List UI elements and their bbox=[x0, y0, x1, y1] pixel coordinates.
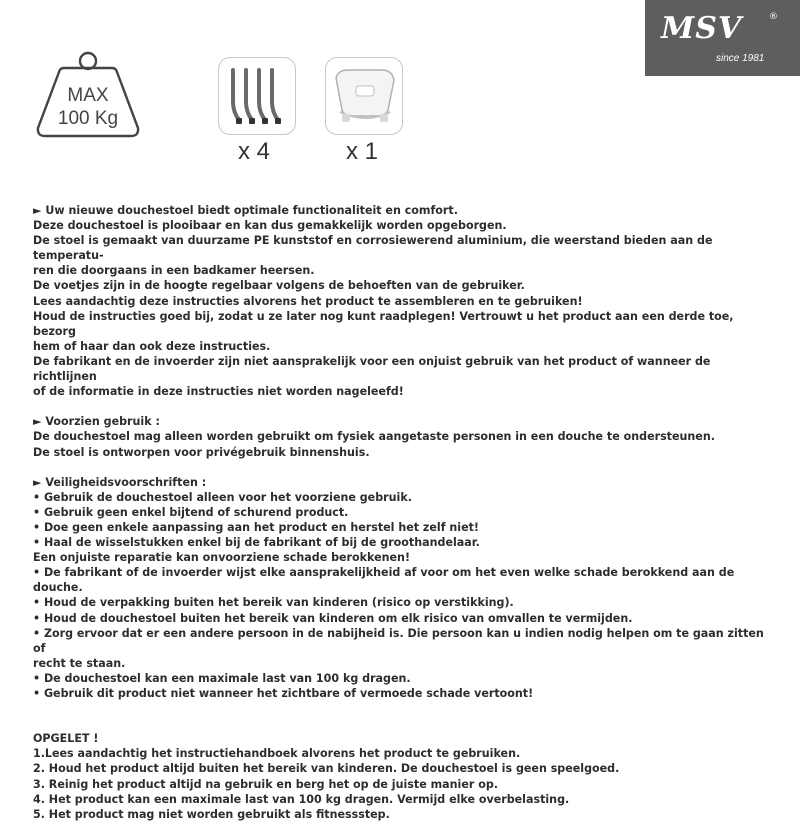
section-heading: ► Voorzien gebruik : bbox=[33, 415, 160, 429]
intended-use-section bbox=[33, 414, 768, 459]
list-item: • Houd de verpakking buiten het bereik van kinderen (risico op verstikking). bbox=[33, 596, 514, 610]
text-line: ► Uw nieuwe douchestoel biedt optimale functionaliteit en comfort. bbox=[33, 204, 458, 217]
max-label: MAX bbox=[67, 85, 109, 106]
warning-section bbox=[33, 731, 768, 822]
logo-brand: MSV bbox=[661, 11, 743, 46]
text-line: of de informatie in deze instructies niet worden nageleefd! bbox=[33, 385, 404, 399]
list-item: • De fabrikant of de invoerder wijst elke aansprakelijkheid af voor om het even welke schade berokkend aan de bbox=[33, 566, 735, 580]
list-item: • Zorg ervoor dat er een andere persoon in de nabijheid is. Die persoon kan u indien nodig helpen om te gaan zitten of bbox=[33, 626, 764, 655]
max-weight-value: 100 Kg bbox=[57, 108, 119, 129]
text-line: De fabrikant en de invoerder zijn niet aansprakelijk voor een onjuist gebruik van het product of wanneer de richtlijnen bbox=[33, 354, 711, 384]
list-item: 1.Lees aandachtig het instructiehandboek alvorens het product te gebruiken. bbox=[33, 747, 521, 761]
msv-logo bbox=[645, 0, 800, 76]
text-line: De voetjes zijn in de hoogte regelbaar volgens de behoeften van de gebruiker. bbox=[33, 279, 525, 293]
text-line: ren die doorgaans in een badkamer heersen. bbox=[33, 264, 315, 278]
part-seat bbox=[325, 57, 403, 135]
list-item: • Gebruik geen enkel bijtend of schurend product. bbox=[33, 505, 349, 519]
list-item: • De douchestoel kan een maximale last van 100 kg dragen. bbox=[33, 671, 411, 685]
text-line: De douchestoel mag alleen worden gebruikt om fysiek aangetaste personen in een douche te ondersteunen. bbox=[33, 430, 715, 444]
text-line: Houd de instructies goed bij, zodat u ze later nog kunt raadplegen! Vertrouwt u het product aan een derde toe, bezorg bbox=[33, 309, 734, 338]
list-item: 3. Reinig het product altijd na gebruik en berg het op de juiste manier op. bbox=[33, 777, 498, 791]
list-item: • Haal de wisselstukken enkel bij de fabrikant of bij de groothandelaar. bbox=[33, 536, 480, 550]
instructions-text bbox=[33, 203, 768, 822]
leg-icon bbox=[219, 58, 295, 134]
section-heading: OPGELET ! bbox=[33, 732, 99, 746]
text-line: recht te staan. bbox=[33, 656, 126, 670]
list-item: 5. Het product mag niet worden gebruikt als fitnessstep. bbox=[33, 807, 390, 821]
list-item: • Houd de douchestoel buiten het bereik van kinderen om elk risico van omvallen te vermijden. bbox=[33, 611, 633, 625]
text-line: Deze douchestoel is plooibaar en kan dus gemakkelijk worden opgeborgen. bbox=[33, 219, 507, 233]
logo-registered-mark: ® bbox=[769, 12, 778, 22]
text-line: Lees aandachtig deze instructies alvorens het product te assembleren en te gebruiken! bbox=[33, 294, 583, 308]
list-item: 4. Het product kan een maximale last van 100 kg dragen. Vermijd elke overbelasting. bbox=[33, 792, 570, 806]
list-item: • Gebruik de douchestoel alleen voor het voorziene gebruik. bbox=[33, 490, 412, 504]
logo-since: since 1981 bbox=[716, 53, 765, 64]
intro-section bbox=[33, 203, 768, 399]
text-line: De stoel is gemaakt van duurzame PE kunststof en corrosiewerend aluminium, die weerstand bieden aan de temperatu- bbox=[33, 234, 713, 263]
list-item: • Gebruik dit product niet wanneer het zichtbare of vermoede schade vertoont! bbox=[33, 687, 534, 700]
section-heading: ► Veiligheidsvoorschriften : bbox=[33, 475, 207, 489]
text-line: hem of haar dan ook deze instructies. bbox=[33, 339, 271, 353]
part-legs bbox=[218, 57, 296, 135]
seat-quantity: x 1 bbox=[346, 138, 379, 165]
list-item: • Doe geen enkele aanpassing aan het product en herstel het zelf niet! bbox=[33, 520, 479, 534]
text-line: Een onjuiste reparatie kan onvoorziene schade berokkenen! bbox=[33, 551, 411, 565]
seat-icon bbox=[326, 58, 402, 134]
safety-section bbox=[33, 475, 768, 701]
text-line: De stoel is ontworpen voor privégebruik binnenshuis. bbox=[33, 445, 370, 459]
legs-quantity: x 4 bbox=[238, 138, 271, 165]
list-item: 2. Houd het product altijd buiten het bereik van kinderen. De douchestoel is geen speelgoed. bbox=[33, 762, 620, 776]
text-line: douche. bbox=[33, 581, 83, 595]
max-weight-icon bbox=[34, 48, 142, 138]
